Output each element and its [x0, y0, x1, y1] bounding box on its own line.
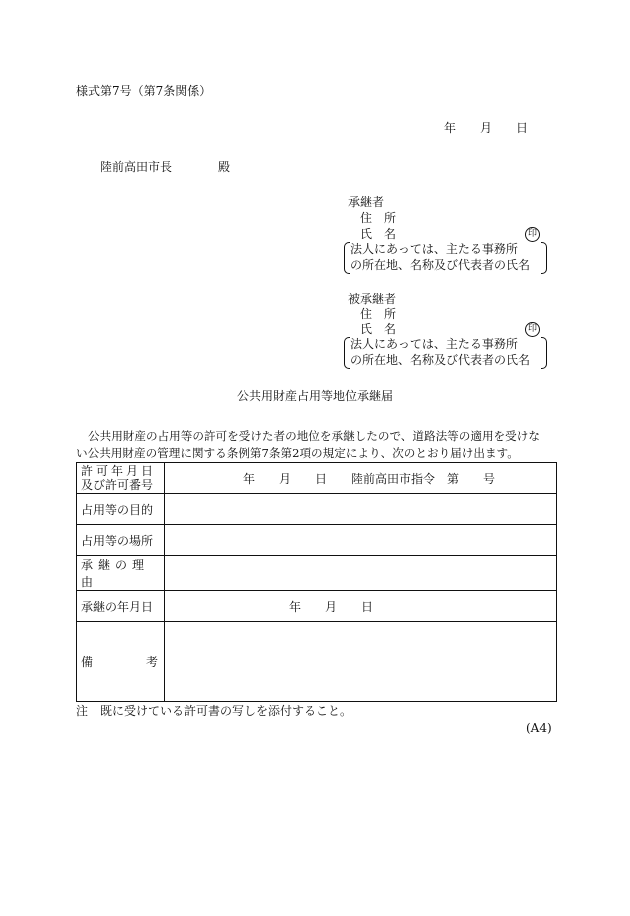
successor-seal-icon: 印 — [525, 227, 540, 242]
predecessor-note-line2: の所在地、名称及び代表者の氏名 — [350, 353, 531, 367]
remarks-label-cell — [77, 622, 165, 702]
body-line-2: い公共用財産の管理に関する条例第7条第2項の規定により、次のとおり届け出ます。 — [76, 446, 519, 460]
honorific: 殿 — [218, 160, 231, 174]
succession-date-label: 承継の年月日 — [77, 591, 165, 622]
attachment-note: 注 既に受けている許可書の写しを添付すること。 — [76, 704, 353, 718]
remarks-label-a: 備 — [81, 655, 94, 669]
permit-value-text: 年 月 日 陸前高田市指令 第 号 — [243, 471, 496, 486]
successor-address-label: 住 所 — [360, 211, 397, 225]
table-row-permit — [77, 463, 557, 494]
predecessor-seal-icon: 印 — [525, 322, 540, 337]
table-row-remarks — [77, 622, 557, 702]
reason-label-cell — [77, 556, 165, 591]
permit-label-line2: 及び許可番号 — [81, 478, 154, 492]
predecessor-heading: 被承継者 — [348, 292, 397, 306]
reason-value-cell[interactable] — [165, 556, 557, 591]
successor-heading: 承継者 — [348, 195, 385, 209]
addressee: 陸前高田市長 — [100, 160, 173, 174]
remarks-value-cell[interactable] — [165, 622, 557, 702]
permit-label-cell — [77, 463, 165, 494]
table-row-succession-date — [77, 591, 557, 622]
predecessor-name-label: 氏 名 — [360, 322, 397, 336]
succession-date-text: 年 月 日 — [289, 599, 374, 614]
succession-date-cell[interactable] — [165, 591, 557, 622]
successor-right-bracket — [541, 242, 547, 274]
successor-name-label: 氏 名 — [360, 227, 397, 241]
purpose-label: 占用等の目的 — [77, 494, 165, 525]
date-line: 年 月 日 — [444, 121, 529, 135]
table-row-reason — [77, 556, 557, 591]
predecessor-note-line1: 法人にあっては、主たる事務所 — [350, 337, 518, 351]
table-row-location — [77, 525, 557, 556]
purpose-value-cell[interactable] — [165, 494, 557, 525]
predecessor-right-bracket — [541, 337, 547, 369]
predecessor-address-label: 住 所 — [360, 307, 397, 321]
paper-size: (A4) — [526, 721, 552, 735]
permit-value-cell[interactable] — [165, 463, 557, 494]
form-id: 様式第7号（第7条関係） — [76, 84, 212, 98]
body-line-1: 公共用財産の占用等の許可を受けた者の地位を承継したので、道路法等の適用を受けな — [88, 429, 540, 443]
location-value-cell[interactable] — [165, 525, 557, 556]
form-title: 公共用財産占用等地位承継届 — [236, 389, 393, 403]
permit-label-line1: 許可年月日 — [81, 464, 157, 478]
location-label: 占用等の場所 — [77, 525, 165, 556]
successor-note-line1: 法人にあっては、主たる事務所 — [350, 242, 518, 256]
successor-note-line2: の所在地、名称及び代表者の氏名 — [350, 258, 531, 272]
form-table — [76, 462, 557, 702]
remarks-label-b: 考 — [145, 655, 158, 669]
reason-label: 承継の理由 — [81, 558, 150, 589]
table-row-purpose — [77, 494, 557, 525]
